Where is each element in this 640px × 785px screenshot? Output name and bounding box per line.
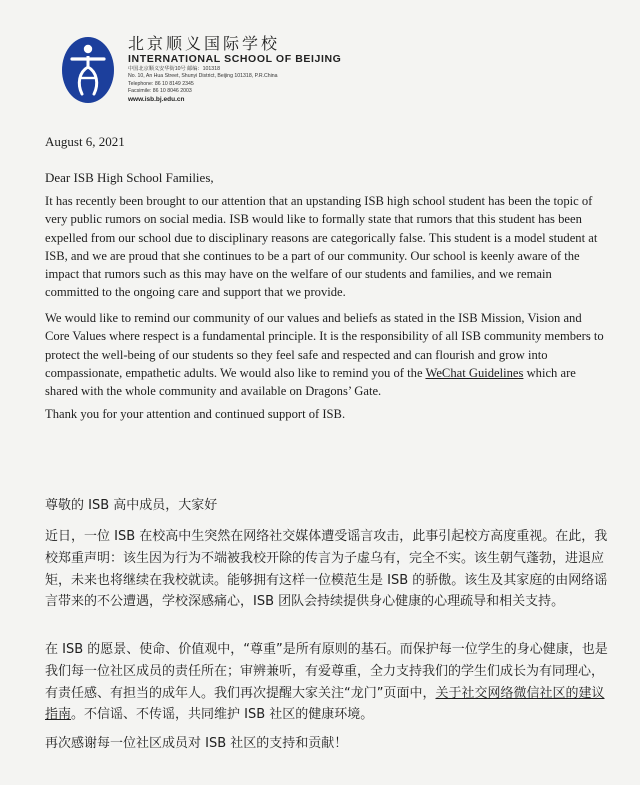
- telephone: Telephone: 86 10 8149 2345: [128, 80, 194, 87]
- letterhead: [58, 34, 378, 114]
- cn-thanks: 再次感谢每一位社区成员对 ISB 社区的支持和贡献！: [45, 736, 348, 751]
- cn-paragraph-2-text-start: 在 ISB 的愿景、使命、价值观中，“尊重”是所有原则的基石。而保护每一位学生的身心健康，也是我们每一位社区成员的责任所在；审辨兼听，有爱尊重，全力支持我们的学生们成长为有同理心，有责任感、有担当的成年人。我们再次提醒大家关注“龙门”页面中，: [45, 642, 608, 701]
- cn-guidelines-link[interactable]: 关于社交网络微信社区的建议指南: [45, 685, 605, 723]
- letter-paragraph-2: [45, 309, 605, 400]
- website: www.isb.bj.edu.cn: [128, 96, 185, 104]
- letter-greeting: Dear ISB High School Families,: [45, 170, 214, 185]
- cn-paragraph-1: 近日，一位 ISB 在校高中生突然在网络社交媒体遭受谣言攻击，此事引起校方高度重视。在此，我校郑重声明：该生因为行为不端被我校开除的传言为子虚乌有，完全不实。该生朝气蓬勃，进退应矩，未来也将继续在我校就读。能够拥有这样一位模范生是 ISB 的骄傲。该生及其家庭的由网络谣言带来的不公遭遇，学校深感痛心，ISB 团队会持续提供身心健康的心理疏导和相关支持。: [45, 529, 608, 610]
- facsimile: Facsimile: 86 10 8046 2003: [128, 87, 192, 94]
- school-name-cn: 北京顺义国际学校: [128, 34, 281, 53]
- wechat-guidelines-link[interactable]: WeChat Guidelines: [425, 365, 524, 380]
- cn-paragraph-2: [45, 639, 615, 726]
- paragraph-2-text-start: We would like to remind our community of our values and beliefs as stated in the ISB Mission, Vision and Core Values where respect is a fundamental principle. It is the responsibility of all ISB community members to protect the well-being of our students so they feel safe and respected and can flourish and grow into compassionate, empathetic adults. We would also like to remind you of the: [45, 311, 604, 380]
- address-cn: 中国北京顺义安华街10号 邮编：101318: [128, 66, 220, 72]
- letter-date: August 6, 2021: [45, 134, 125, 149]
- letter-thanks: Thank you for your attention and continued support of ISB.: [45, 407, 346, 421]
- cn-paragraph-2-text-end: 。不信谣、不传谣，共同维护 ISB 社区的健康环境。: [71, 707, 374, 723]
- school-info: [128, 34, 341, 104]
- paragraph-2-text-end: which are shared with the whole community and available on Dragons’ Gate.: [45, 365, 576, 399]
- address-en: No. 10, An Hua Street, Shunyi District, Beijing 101318, P.R.China: [128, 73, 278, 80]
- cn-greeting: 尊敬的 ISB 高中成员，大家好: [45, 498, 218, 513]
- school-name-en: INTERNATIONAL SCHOOL OF BEIJING: [128, 53, 342, 65]
- letter-paragraph-1: It has recently been brought to our attention that an upstanding ISB high school student has been the topic of very public rumors on social media. ISB would like to formally state that rumors that this student has been expelled from our school due to disciplinary reasons are categorically false. This student is a model student at ISB, and we are proud that she continues to be a part of our community. Our school is keenly aware of the impact that rumors such as this may have on the welfare of our students and families, and we remain committed to the ongoing care and support that we provide.: [45, 194, 598, 300]
- isb-logo: [58, 34, 118, 106]
